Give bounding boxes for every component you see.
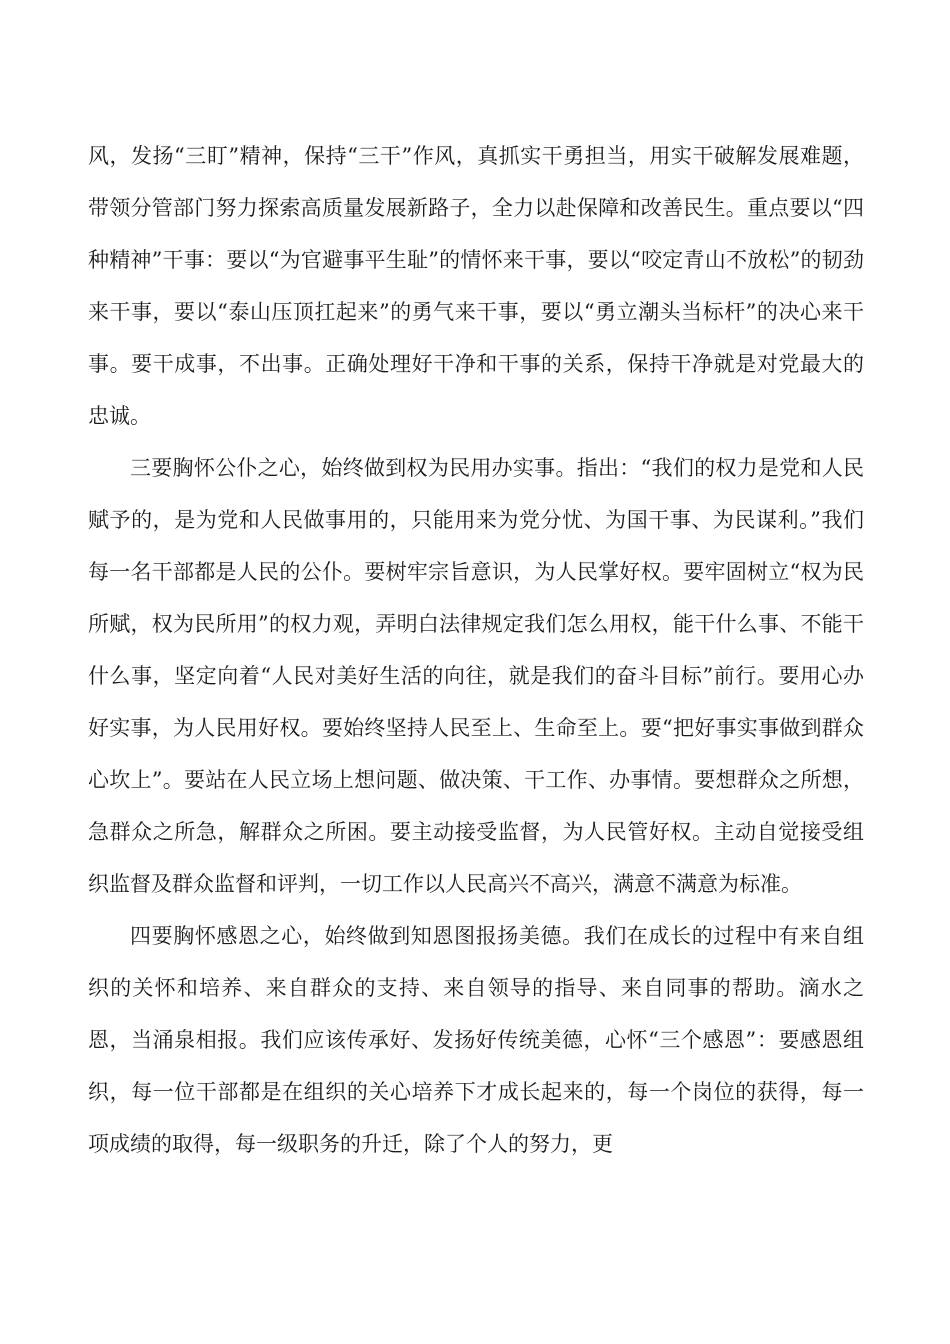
paragraph-3: 四要胸怀感恩之心，始终做到知恩图报扬美德。我们在成长的过程中有来自组织的关怀和培养、来自群众的支持、来自领导的指导、来自同事的帮助。滴水之恩，当涌泉相报。我们应该传承好、发扬好传统美德，心怀“三个感恩”：要感恩组织，每一位干部都是在组织的关心培养下才成长起来的，每一个岗位的获得，每一项成绩的取得，每一级职务的升迁，除了个人的努力，更: [88, 924, 864, 1156]
document-body: [88, 130, 864, 1170]
paragraph-1: 风，发扬“三盯”精神，保持“三干”作风，真抓实干勇担当，用实干破解发展难题，带领分管部门努力探索高质量发展新路子，全力以赴保障和改善民生。重点要以“四种精神”干事：要以“为官避事平生耻”的情怀来干事，要以“咬定青山不放松”的韧劲来干事，要以“泰山压顶扛起来”的勇气来干事，要以“勇立潮头当标杆”的决心来干事。要干成事，不出事。正确处理好干净和干事的关系，保持干净就是对党最大的忠诚。: [88, 144, 864, 428]
paragraph-2: 三要胸怀公仆之心，始终做到权为民用办实事。指出：“我们的权力是党和人民赋予的，是为党和人民做事用的，只能用来为党分忧、为国干事、为民谋利。”我们每一名干部都是人民的公仆。要树牢宗旨意识，为人民掌好权。要牢固树立“权为民所赋，权为民所用”的权力观，弄明白法律规定我们怎么用权，能干什么事、不能干什么事，坚定向着“人民对美好生活的向往，就是我们的奋斗目标”前行。要用心办好实事，为人民用好权。要始终坚持人民至上、生命至上。要“把好事实事做到群众心坎上”。要站在人民立场上想问题、做决策、干工作、办事情。要想群众之所想，急群众之所急，解群众之所困。要主动接受监督，为人民管好权。主动自觉接受组织监督及群众监督和评判，一切工作以人民高兴不高兴，满意不满意为标准。: [88, 456, 864, 896]
